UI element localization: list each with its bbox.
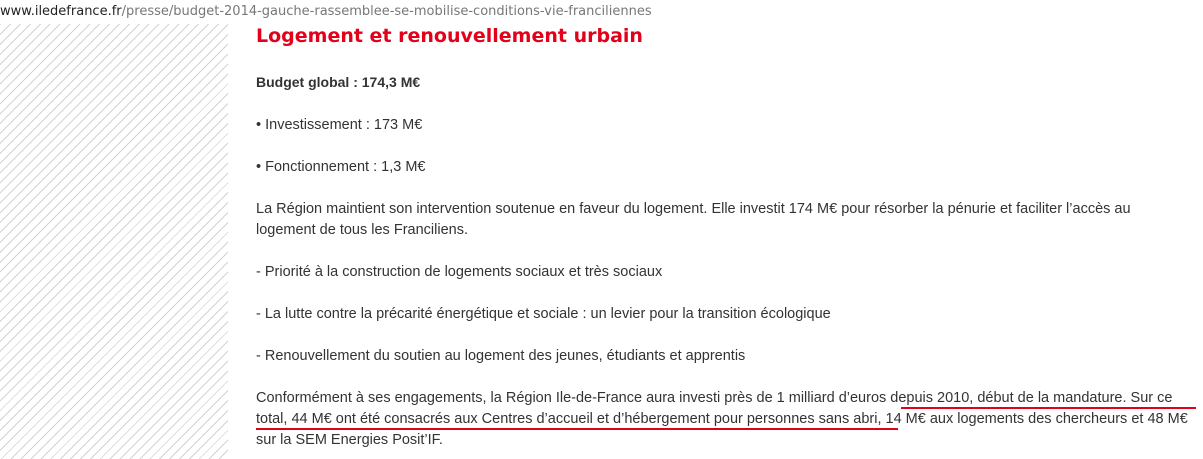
striped-sidebar-panel [0,24,228,459]
url-domain: www.iledefrance.fr [0,4,122,19]
intro-paragraph: La Région maintient son intervention soutenue en faveur du logement. Elle investit 174 M€ pour résorber la pénurie et faciliter l’accès au logement de tous les Franciliens. [256,201,1131,238]
commitments-paragraph: Conformément à ses engagements, la Région Ile-de-France aura investi près de 1 milliard d’euros depuis 2010, début de la mandature. Sur ce total, 44 M€ ont été consacrés aux Centres d’accueil et d’hébergement pour personnes sans abri, 14 M€ aux logements des chercheurs et 48 M€ sur la SEM Energies Posit’IF. [256,390,1188,448]
url-bar[interactable] [0,0,1203,24]
red-underline-annotation [901,407,1196,409]
red-underline-annotation [256,428,898,430]
budget-global-line: Budget global : 174,3 M€ [256,74,421,90]
article-title: Logement et renouvellement urbain [256,25,643,47]
priority-item: - La lutte contre la précarité énergétique et sociale : un levier pour la transition écologique [256,306,831,322]
priority-item: - Priorité à la construction de logements sociaux et très sociaux [256,264,663,280]
priority-item: - Renouvellement du soutien au logement des jeunes, étudiants et apprentis [256,348,746,364]
bullet-investissement: • Investissement : 173 M€ [256,117,423,133]
bullet-fonctionnement: • Fonctionnement : 1,3 M€ [256,159,426,175]
url-path: /presse/budget-2014-gauche-rassemblee-se-mobilise-conditions-vie-franciliennes [121,4,652,19]
